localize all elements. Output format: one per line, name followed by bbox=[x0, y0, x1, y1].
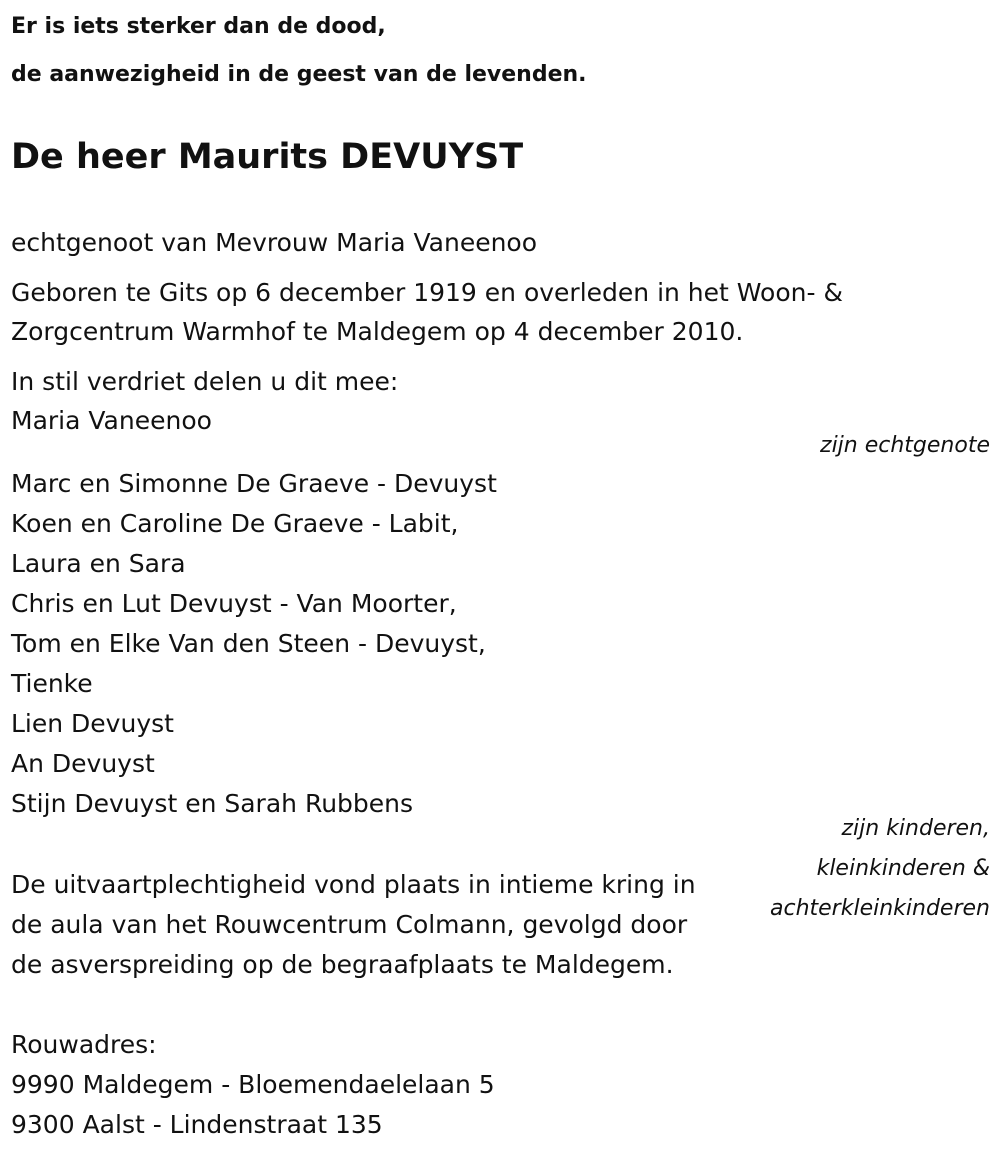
spouse-line: echtgenoot van Mevrouw Maria Vaneenoo bbox=[11, 228, 538, 257]
family-member: Tienke bbox=[11, 669, 93, 698]
family-member: Stijn Devuyst en Sarah Rubbens bbox=[11, 789, 414, 818]
family-member: Tom en Elke Van den Steen - Devuyst, bbox=[11, 629, 486, 658]
grief-intro: In stil verdriet delen u dit mee: bbox=[11, 367, 399, 396]
address-line: 9300 Aalst - Lindenstraat 135 bbox=[11, 1110, 383, 1139]
family-member: Laura en Sara bbox=[11, 549, 186, 578]
family-member: Koen en Caroline De Graeve - Labit, bbox=[11, 509, 459, 538]
family-role-line: zijn kinderen, bbox=[841, 816, 990, 841]
family-member: Chris en Lut Devuyst - Van Moorter, bbox=[11, 589, 457, 618]
family-role-line: achterkleinkinderen bbox=[770, 896, 990, 921]
family-member: Marc en Simonne De Graeve - Devuyst bbox=[11, 469, 497, 498]
ceremony-line: De uitvaartplechtigheid vond plaats in intieme kring in bbox=[11, 870, 696, 899]
family-member: Lien Devuyst bbox=[11, 709, 174, 738]
spouse-name: Maria Vaneenoo bbox=[11, 406, 212, 435]
ceremony-line: de aula van het Rouwcentrum Colmann, gevolgd door bbox=[11, 910, 688, 939]
birth-line-1: Geboren te Gits op 6 december 1919 en overleden in het Woon- & bbox=[11, 278, 843, 307]
family-member: An Devuyst bbox=[11, 749, 155, 778]
address-label: Rouwadres: bbox=[11, 1030, 157, 1059]
family-role-line: kleinkinderen & bbox=[816, 856, 990, 881]
ceremony-line: de asverspreiding op de begraafplaats te Maldegem. bbox=[11, 950, 674, 979]
address-line: 9990 Maldegem - Bloemendaelelaan 5 bbox=[11, 1070, 495, 1099]
birth-line-2: Zorgcentrum Warmhof te Maldegem op 4 december 2010. bbox=[11, 317, 744, 346]
quote-line-1: Er is iets sterker dan de dood, bbox=[11, 14, 386, 39]
deceased-name: De heer Maurits DEVUYST bbox=[11, 137, 524, 177]
quote-line-2: de aanwezigheid in de geest van de levenden. bbox=[11, 62, 587, 87]
spouse-role: zijn echtgenote bbox=[820, 433, 990, 458]
